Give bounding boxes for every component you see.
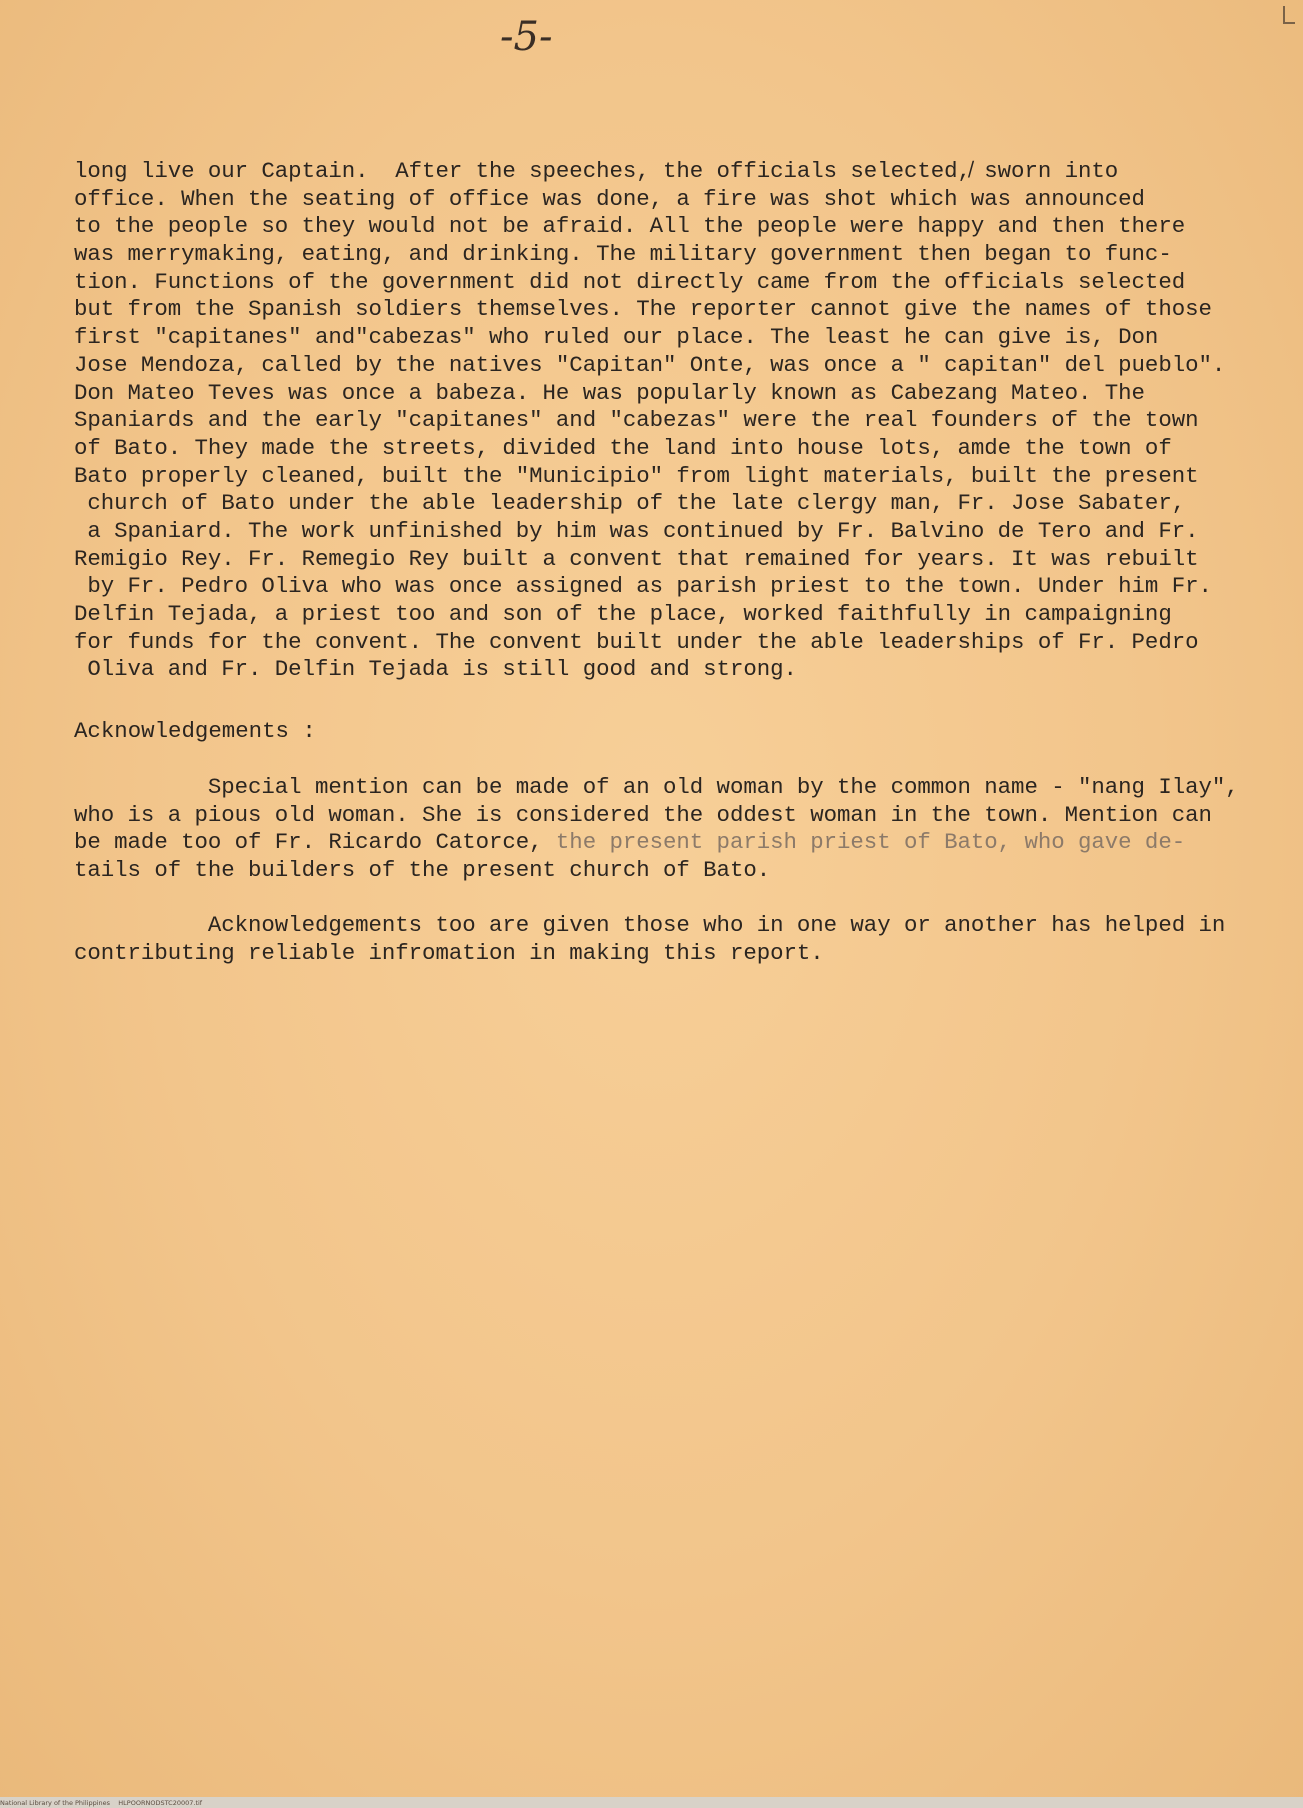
paragraph-history — [74, 158, 1274, 684]
text-line: Remigio Rey. Fr. Remegio Rey built a convent that remained for years. It was rebuilt — [74, 545, 1199, 572]
text-line: but from the Spanish soldiers themselves. The reporter cannot give the names of those — [74, 296, 1212, 323]
text-line — [74, 829, 1239, 857]
text-line: tion. Functions of the government did not directly came from the officials selected — [74, 268, 1186, 295]
text-line: Special mention can be made of an old woman by the common name - "nang Ilay", — [74, 774, 1239, 800]
text-line: Delfin Tejada, a priest too and son of the place, worked faithfully in campaigning — [74, 601, 1172, 627]
text-line: was merrymaking, eating, and drinking. The military government then began to func- — [74, 241, 1172, 268]
text-line: tails of the builders of the present church of Bato. — [74, 857, 771, 884]
text-line: for funds for the convent. The convent built under the able leaderships of Fr. Pedro — [74, 628, 1199, 655]
text-line: Bato properly cleaned, built the "Municipio" from light materials, built the present — [74, 462, 1199, 489]
section-heading-acknowledgements: Acknowledgements : — [74, 718, 316, 744]
text-line: by Fr. Pedro Oliva who was once assigned as parish priest to the town. Under him Fr. — [74, 573, 1212, 600]
corner-mark — [1283, 6, 1295, 24]
paragraph-closing — [74, 912, 1225, 967]
text-line: Don Mateo Teves was once a babeza. He was popularly known as Cabezang Mateo. The — [74, 379, 1145, 406]
text-line: church of Bato under the able leadership of the late clergy man, Fr. Jose Sabater, — [74, 490, 1186, 517]
paragraph-acknowledgements — [74, 774, 1239, 885]
scan-footer-text: National Library of the Philippines HLPOORNODSTC20007.tif — [0, 1799, 203, 1807]
text-line: first "capitanes" and"cabezas" who ruled our place. The least he can give is, Don — [74, 324, 1159, 351]
text-line: Oliva and Fr. Delfin Tejada is still good and strong. — [74, 656, 797, 683]
text-line: to the people so they would not be afraid. All the people were happy and then there — [74, 213, 1186, 240]
text-line: who is a pious old woman. She is considered the oddest woman in the town. Mention can — [74, 801, 1212, 828]
text-line: office. When the seating of office was done, a fire was shot which was announced — [74, 185, 1145, 212]
page-number: -5- — [500, 14, 553, 60]
text-line: Acknowledgements too are given those who in one way or another has helped in — [74, 912, 1226, 938]
text-line: long live our Captain. After the speeches, the officials selected,̸ sworn into — [74, 158, 1119, 184]
faded-text-segment: the present parish priest of Bato, who gave de- — [542, 829, 1186, 856]
text-line: Spaniards and the early "capitanes" and "cabezas" were the real founders of the town — [74, 407, 1199, 434]
text-line: of Bato. They made the streets, divided the land into house lots, amde the town of — [74, 434, 1172, 461]
text-line: a Spaniard. The work unfinished by him was continued by Fr. Balvino de Tero and Fr. — [74, 517, 1199, 544]
text-segment: be made too of Fr. Ricardo Catorce, — [74, 829, 543, 856]
text-line: contributing reliable infromation in making this report. — [74, 939, 824, 966]
text-line: Jose Mendoza, called by the natives "Capitan" Onte, was once a " capitan" del pueblo". — [74, 351, 1226, 378]
